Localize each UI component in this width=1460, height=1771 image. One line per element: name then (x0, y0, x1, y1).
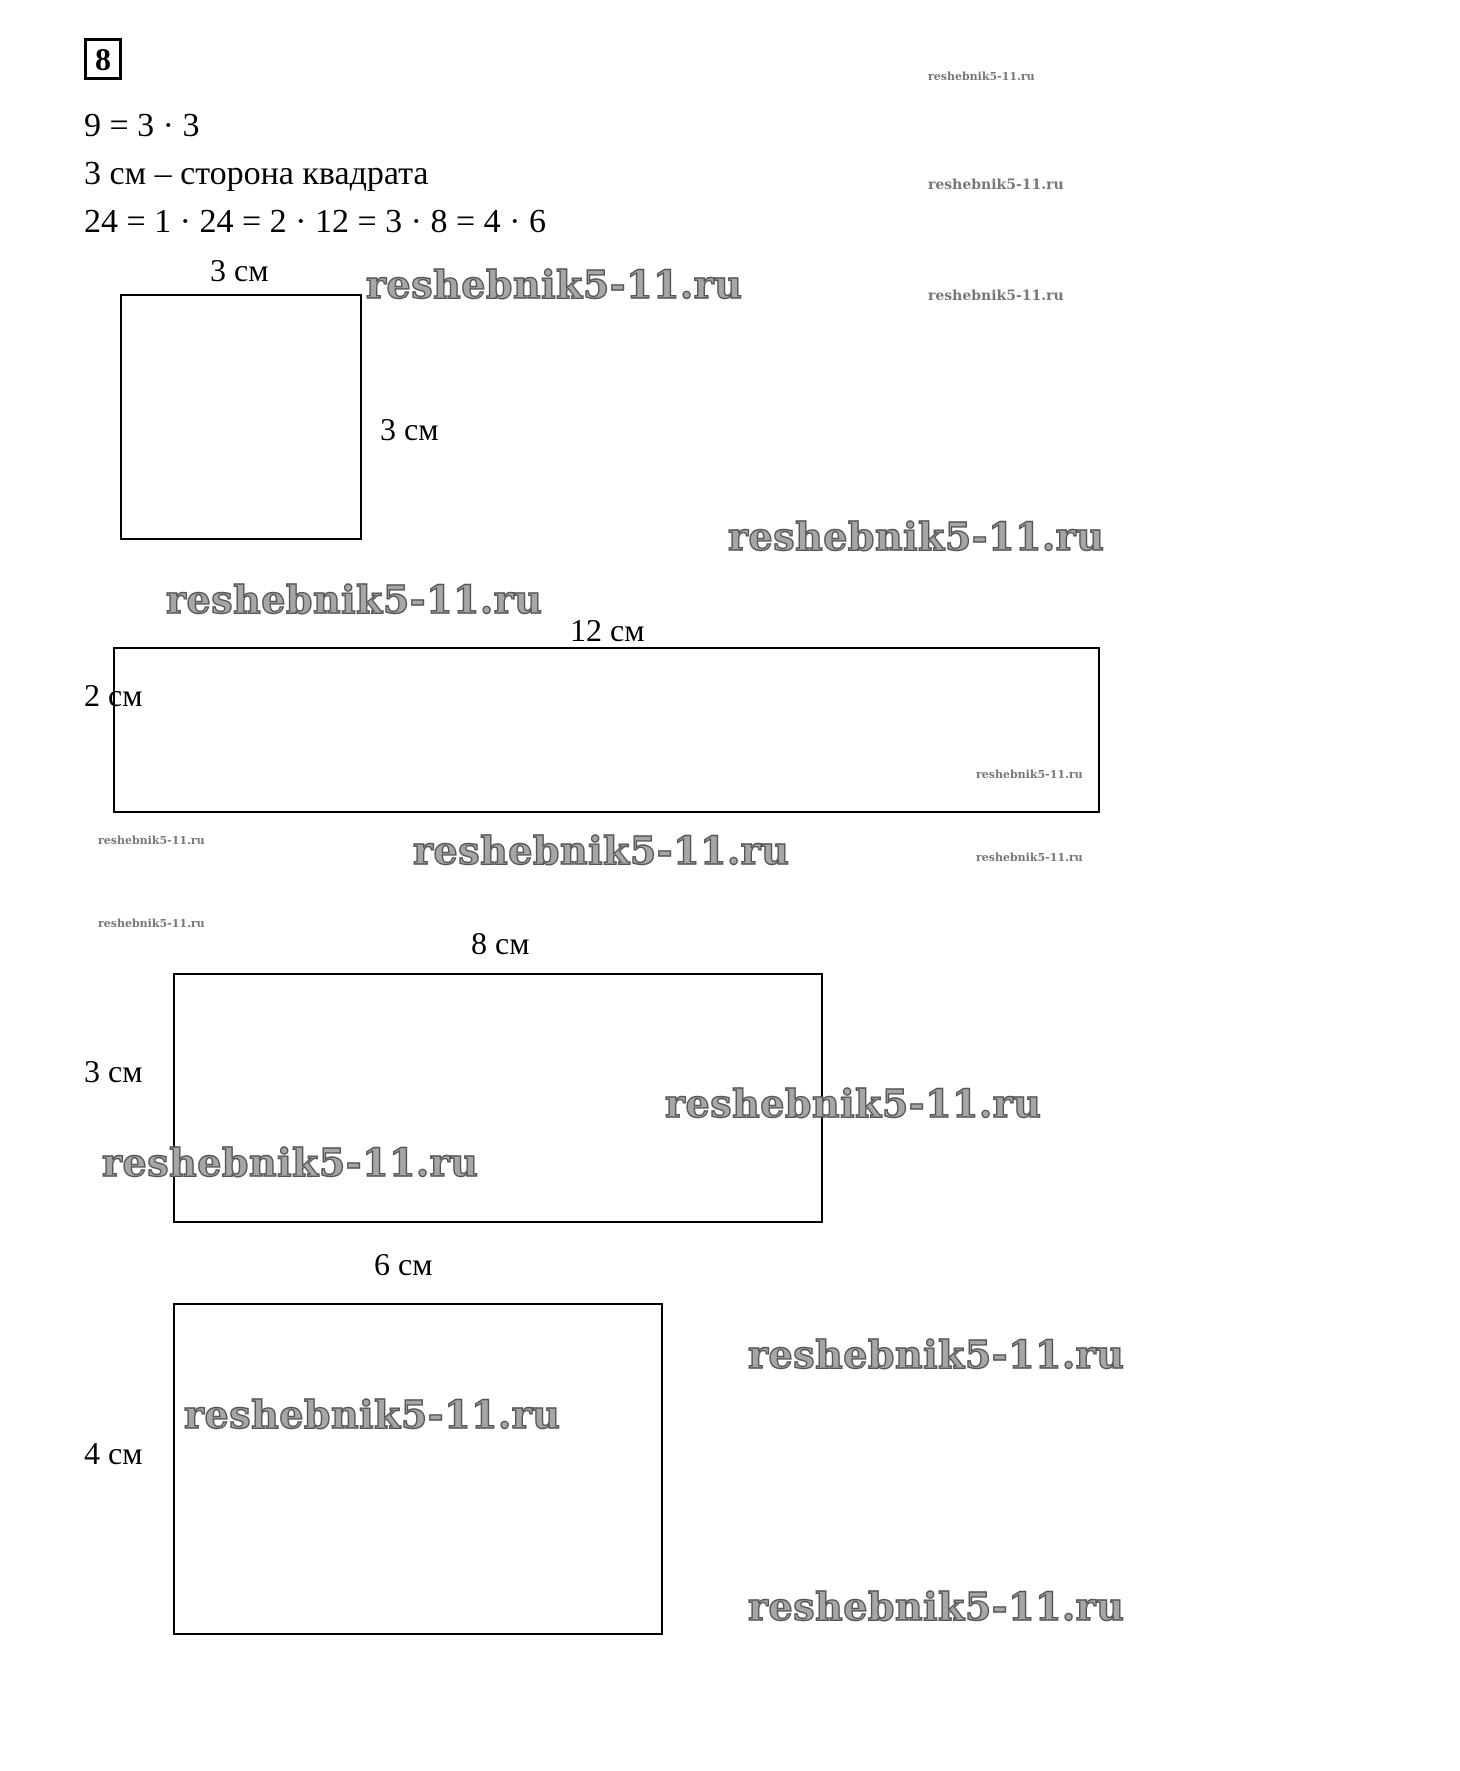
watermark-small: reshebnik5-11.ru (976, 768, 1083, 781)
rect-4x6-side-label: 4 см (84, 1435, 143, 1471)
rect-4x6-top-label: 6 см (374, 1246, 433, 1282)
watermark-large: reshebnik5-11.ru (748, 1332, 1125, 1377)
rect-4x6-figure (173, 1303, 663, 1635)
rect-3x8-top-label: 8 см (471, 925, 530, 961)
watermark-mid: reshebnik5-11.ru (928, 177, 1064, 193)
rect-3x8-side-label: 3 см (84, 1053, 143, 1089)
watermark-small: reshebnik5-11.ru (976, 851, 1083, 864)
watermark-small: reshebnik5-11.ru (928, 70, 1035, 83)
watermark-large: reshebnik5-11.ru (413, 828, 790, 873)
watermark-large: reshebnik5-11.ru (366, 262, 743, 307)
watermark-mid: reshebnik5-11.ru (928, 288, 1064, 304)
rect-2x12-figure (113, 647, 1100, 813)
watermark-large: reshebnik5-11.ru (748, 1584, 1125, 1629)
watermark-large: reshebnik5-11.ru (665, 1081, 1042, 1126)
square-top-label: 3 см (210, 252, 269, 288)
watermark-large: reshebnik5-11.ru (184, 1392, 561, 1437)
watermark-small: reshebnik5-11.ru (98, 917, 205, 930)
rect-2x12-top-label: 12 см (570, 612, 645, 648)
watermark-large: reshebnik5-11.ru (728, 514, 1105, 559)
equation-line-2: 3 см – сторона квадрата (84, 155, 429, 192)
rect-2x12-side-label: 2 см (84, 677, 143, 713)
square-side-label: 3 см (380, 411, 439, 447)
watermark-large: reshebnik5-11.ru (102, 1140, 479, 1185)
square-figure (120, 294, 362, 540)
watermark-large: reshebnik5-11.ru (166, 577, 543, 622)
problem-number: 8 (84, 38, 122, 80)
watermark-small: reshebnik5-11.ru (98, 834, 205, 847)
equation-line-3: 24 = 1 · 24 = 2 · 12 = 3 · 8 = 4 · 6 (84, 203, 546, 240)
equation-line-1: 9 = 3 · 3 (84, 107, 200, 144)
